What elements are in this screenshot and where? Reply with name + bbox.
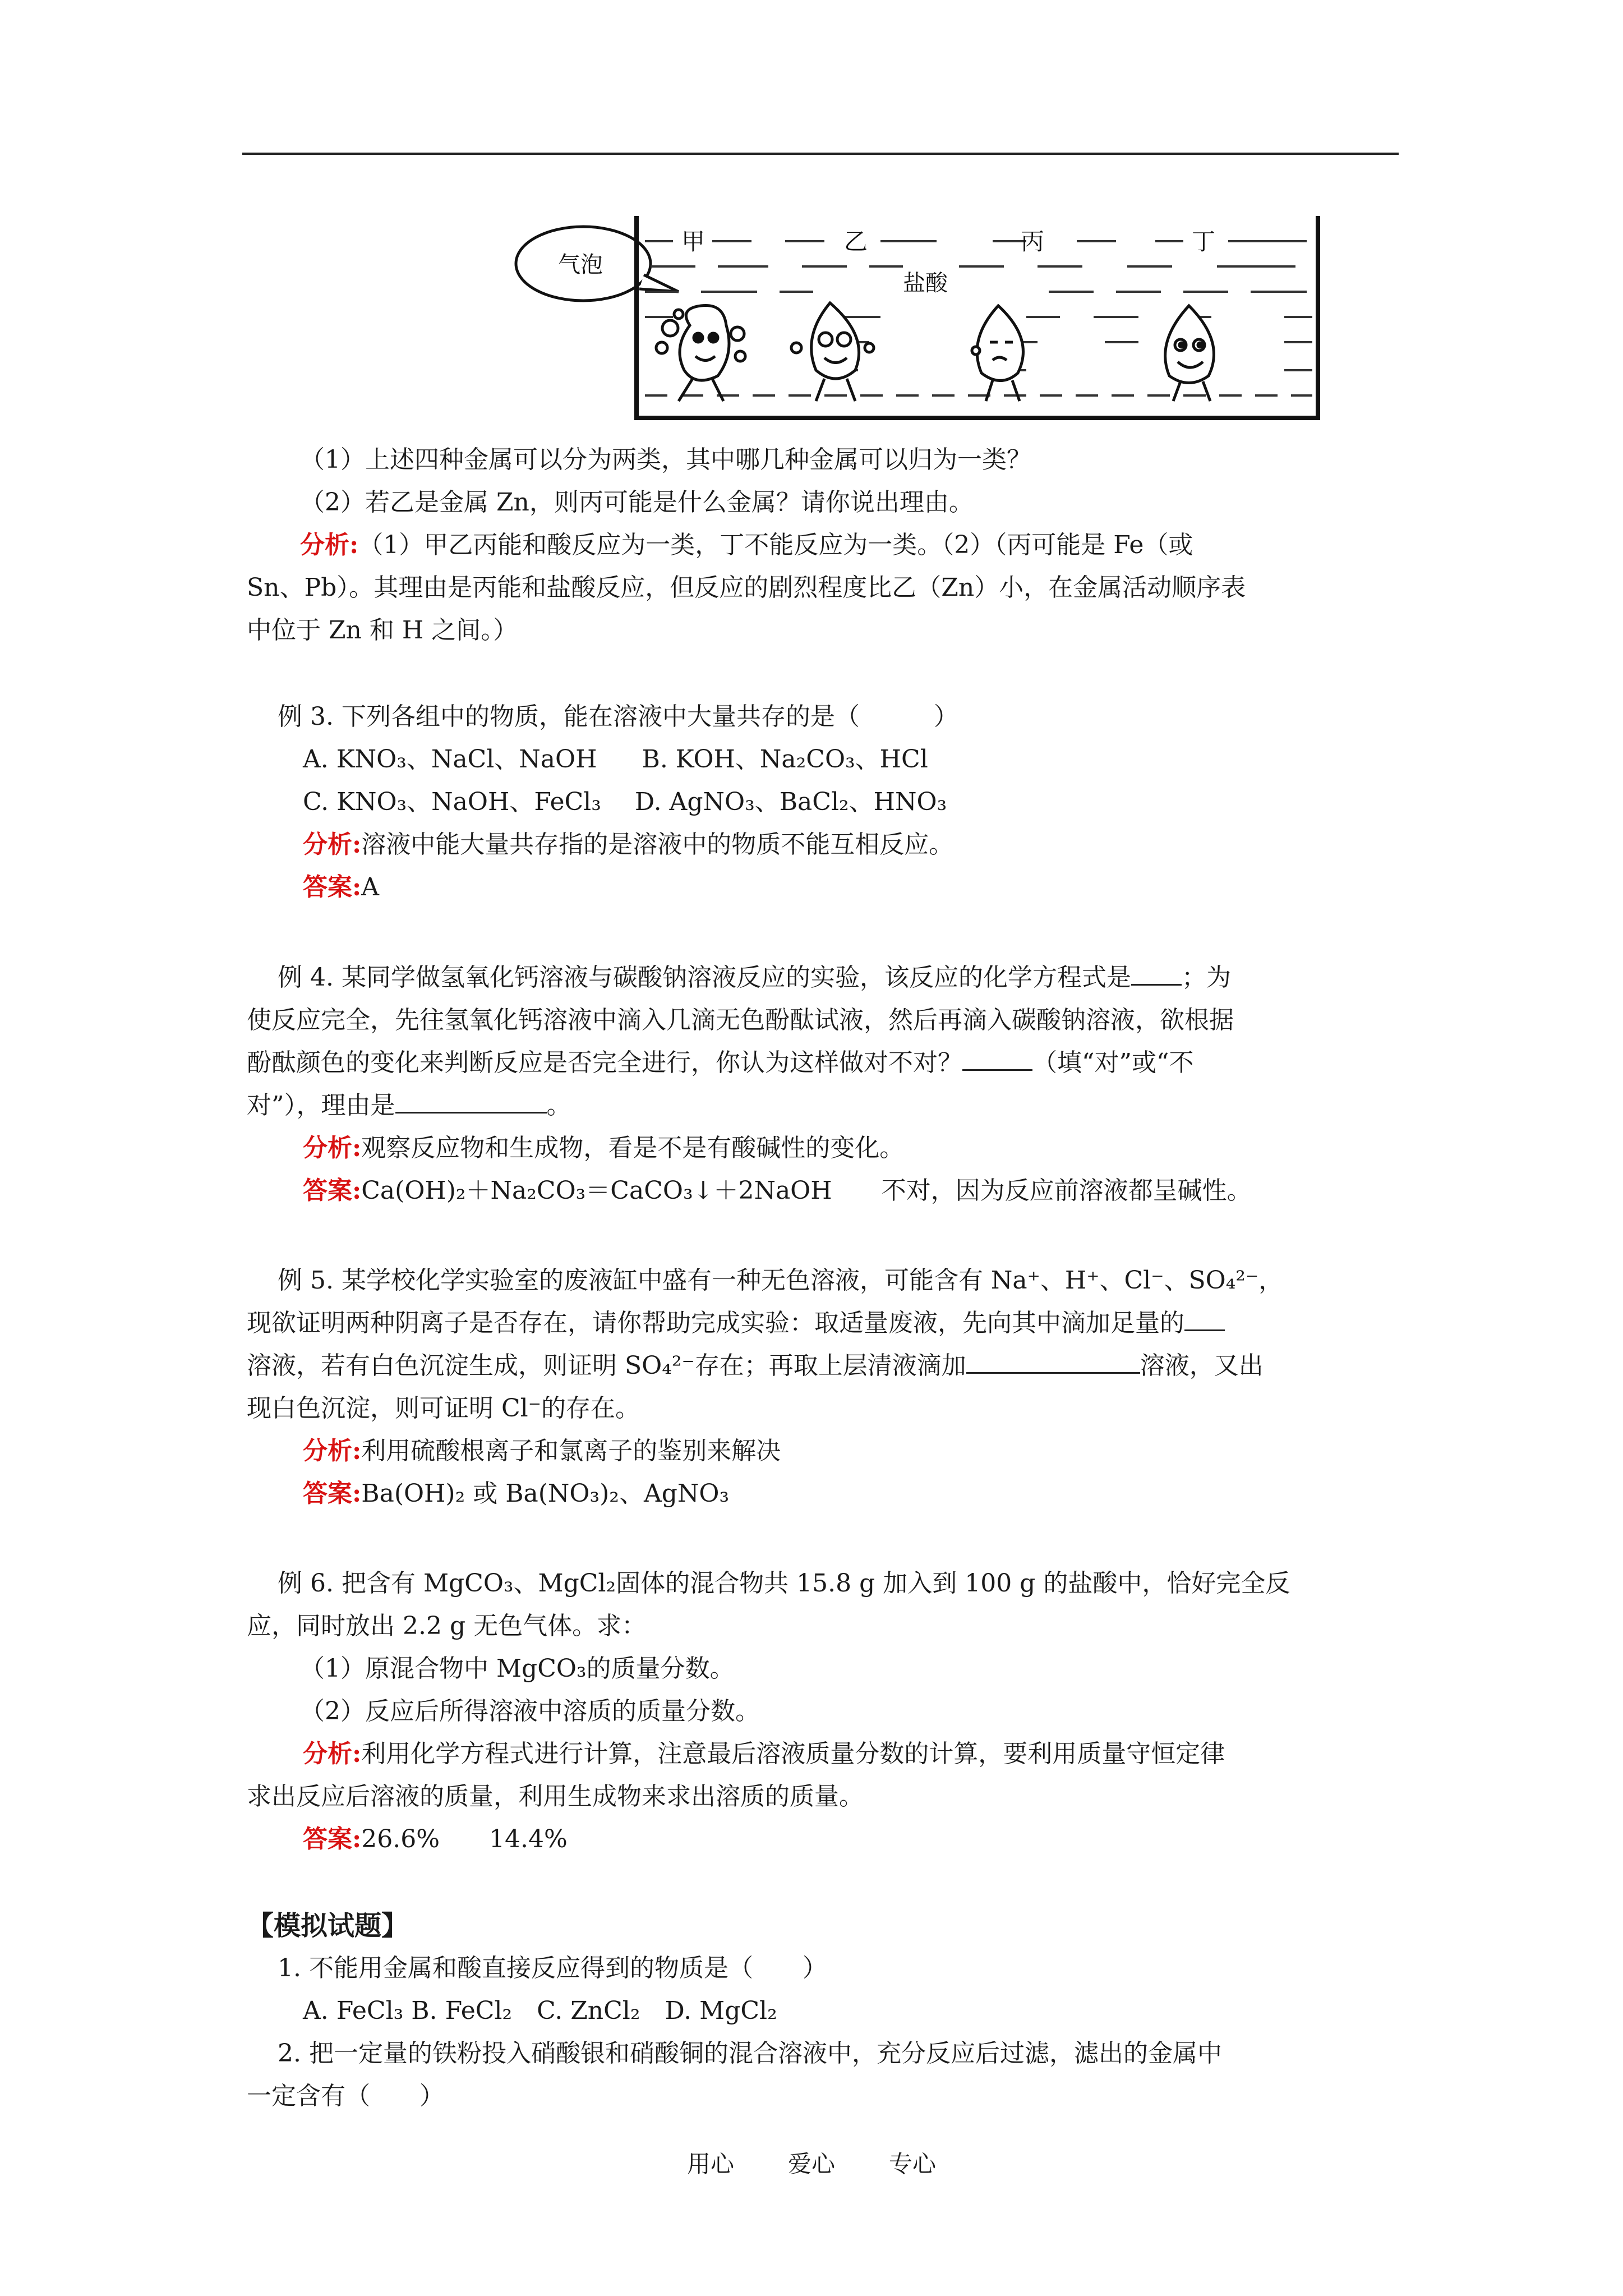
ex3-answer-text: A <box>361 873 380 901</box>
ex2-analysis-line-2: Sn、Pb）。其理由是丙能和盐酸反应，但反应的剧烈程度比乙（Zn）小，在金属活动顺序表 <box>247 573 1246 602</box>
mock-question-1-options: A. FeCl₃ B. FeCl₂ C. ZnCl₂ D. MgCl₂ <box>303 1996 777 2025</box>
ex6-analysis-line-2: 求出反应后溶液的质量，利用生成物来求出溶质的质量。 <box>247 1782 864 1811</box>
ex6-line-2: 应，同时放出 2.2 g 无色气体。求： <box>247 1612 647 1640</box>
ex4-analysis-text: 观察反应物和生成物，看是不是有酸碱性的变化。 <box>361 1134 905 1162</box>
metal-label-yi: 乙 <box>844 228 868 255</box>
ex4-line-1 <box>278 956 1433 999</box>
beaker-figure <box>510 208 1430 421</box>
footer-item: 用心 <box>686 2150 734 2178</box>
ex3-option-b: B. KOH、Na₂CO₃、HCl <box>642 745 928 774</box>
ex5-line-4: 现白色沉淀，则可证明 Cl⁻的存在。 <box>247 1394 640 1423</box>
answer-label: 答案: <box>303 1176 362 1205</box>
ex6-answer <box>303 1818 1458 1861</box>
answer-label: 答案: <box>303 1825 362 1853</box>
ex5-answer <box>303 1473 1458 1515</box>
ex3-analysis-text: 溶液中能大量共存指的是溶液中的物质不能互相反应。 <box>361 830 954 859</box>
ex4-blank-reason[interactable] <box>395 1088 547 1114</box>
ex5-text-3a: 溶液，若有白色沉淀生成，则证明 SO₄²⁻存在；再取上层清液滴加 <box>247 1351 966 1380</box>
acid-label: 盐酸 <box>903 270 948 296</box>
liquid-dashes <box>645 241 1312 395</box>
ex4-analysis <box>303 1127 1458 1170</box>
ex3-options-ab <box>303 738 1458 781</box>
mock-question-1: 1. 不能用金属和酸直接反应得到的物质是（ ） <box>278 1954 827 1982</box>
beaker-illustration <box>510 208 1430 421</box>
ex4-text-1: 例 4. 某同学做氢氧化钙溶液与碳酸钠溶液反应的实验，该反应的化学方程式是 <box>278 963 1131 992</box>
ex4-blank-equation[interactable] <box>1131 960 1182 986</box>
ex5-line-2 <box>247 1302 1402 1345</box>
ex5-line-1: 例 5. 某学校化学实验室的废液缸中盛有一种无色溶液，可能含有 Na⁺、H⁺、Cl⁻、SO₄²⁻， <box>278 1266 1284 1295</box>
ex6-question-1: （1）原混合物中 MgCO₃的质量分数。 <box>300 1654 735 1683</box>
ex4-line-4 <box>247 1084 1402 1127</box>
ex4-line-2: 使反应完全，先往氢氧化钙溶液中滴入几滴无色酚酞试液，然后再滴入碳酸钠溶液，欲根据 <box>247 1006 1234 1034</box>
answer-label: 答案: <box>303 1479 362 1508</box>
ex6-answer-text: 26.6% 14.4% <box>361 1825 568 1853</box>
ex5-answer-text: Ba(OH)₂ 或 Ba(NO₃)₂、AgNO₃ <box>361 1479 730 1508</box>
page-footer <box>0 2146 1623 2179</box>
analysis-label: 分析: <box>303 1740 362 1768</box>
ex4-answer <box>303 1170 1458 1212</box>
metal-jia-icon <box>680 305 729 380</box>
footer-item: 爱心 <box>787 2150 835 2178</box>
ex5-line-3 <box>247 1345 1402 1387</box>
metal-label-bing: 丙 <box>1021 228 1045 255</box>
ex6-analysis-line-1: 利用化学方程式进行计算，注意最后溶液质量分数的计算，要利用质量守恒定律 <box>361 1740 1225 1768</box>
ex4-answer-text: Ca(OH)₂＋Na₂CO₃＝CaCO₃↓＋2NaOH 不对，因为反应前溶液都呈碱性。 <box>361 1176 1252 1205</box>
ex5-text-2: 现欲证明两种阴离子是否存在，请你帮助完成实验：取适量废液，先向其中滴加足量的 <box>247 1309 1184 1337</box>
ex4-blank-judgement[interactable] <box>962 1046 1032 1071</box>
ex3-options-cd <box>303 781 1458 823</box>
ex4-text-4: 对”），理由是 <box>247 1091 395 1120</box>
ex3-option-c: C. KNO₃、NaOH、FeCl₃ <box>303 788 601 816</box>
ex6-line-1: 例 6. 把含有 MgCO₃、MgCl₂固体的混合物共 15.8 g 加入到 100 g 的盐酸中，恰好完全反 <box>278 1569 1290 1598</box>
ex4-text-3: 酚酞颜色的变化来判断反应是否完全进行，你认为这样做对不对？ <box>247 1048 962 1077</box>
mock-question-2-line-1: 2. 把一定量的铁粉投入硝酸银和硝酸铜的混合溶液中，充分反应后过滤，滤出的金属中 <box>278 2039 1222 2068</box>
analysis-label: 分析: <box>303 1437 362 1465</box>
ex5-analysis-text: 利用硫酸根离子和氯离子的鉴别来解决 <box>361 1437 781 1465</box>
answer-label: 答案: <box>303 873 362 901</box>
ex5-analysis <box>303 1430 1458 1473</box>
analysis-label: 分析: <box>300 531 359 559</box>
ex2-question-2: （2）若乙是金属 Zn，则丙可能是什么金属？请你说出理由。 <box>300 488 974 517</box>
beaker-outline <box>637 216 1318 418</box>
ex6-analysis <box>303 1733 1458 1775</box>
mock-heading: 【模拟试题】 <box>247 1910 409 1941</box>
metal-label-jia: 甲 <box>681 228 706 255</box>
analysis-label: 分析: <box>303 1134 362 1162</box>
ex5-text-3b: 溶液，又出 <box>1140 1351 1264 1380</box>
footer-item: 专心 <box>889 2150 937 2178</box>
metal-bing-icon <box>977 306 1023 381</box>
ex4-text-3-end: （填“对”或“不 <box>1032 1048 1194 1077</box>
ex3-option-d: D. AgNO₃、BaCl₂、HNO₃ <box>634 788 947 816</box>
ex3-analysis <box>303 823 1458 866</box>
ex2-analysis-line-3: 中位于 Zn 和 H 之间。） <box>247 616 518 645</box>
ex5-blank-2[interactable] <box>966 1349 1140 1374</box>
ex3-option-a: A. KNO₃、NaCl、NaOH <box>303 745 597 774</box>
header-rule <box>242 153 1399 155</box>
ex4-text-4-end: 。 <box>546 1091 571 1120</box>
bubble-label: 气泡 <box>558 252 603 278</box>
ex4-text-1-end: ；为 <box>1181 963 1231 992</box>
ex5-blank-1[interactable] <box>1184 1306 1225 1331</box>
ex3-answer <box>303 866 1458 909</box>
ex2-analysis-line-1: （1）甲乙丙能和酸反应为一类，丁不能反应为一类。（2）（丙可能是 Fe（或 <box>358 531 1193 559</box>
analysis-label: 分析: <box>303 830 362 859</box>
ex6-question-2: （2）反应后所得溶液中溶质的质量分数。 <box>300 1697 760 1726</box>
ex2-analysis <box>300 524 1455 567</box>
ex2-question-1: （1）上述四种金属可以分为两类，其中哪几种金属可以归为一类？ <box>300 445 1031 474</box>
ex4-line-3 <box>247 1042 1402 1084</box>
ex3-stem: 例 3. 下列各组中的物质，能在溶液中大量共存的是（ ） <box>278 702 958 731</box>
metal-label-ding: 丁 <box>1192 228 1216 255</box>
mock-question-2-line-2: 一定含有（ ） <box>247 2082 444 2110</box>
